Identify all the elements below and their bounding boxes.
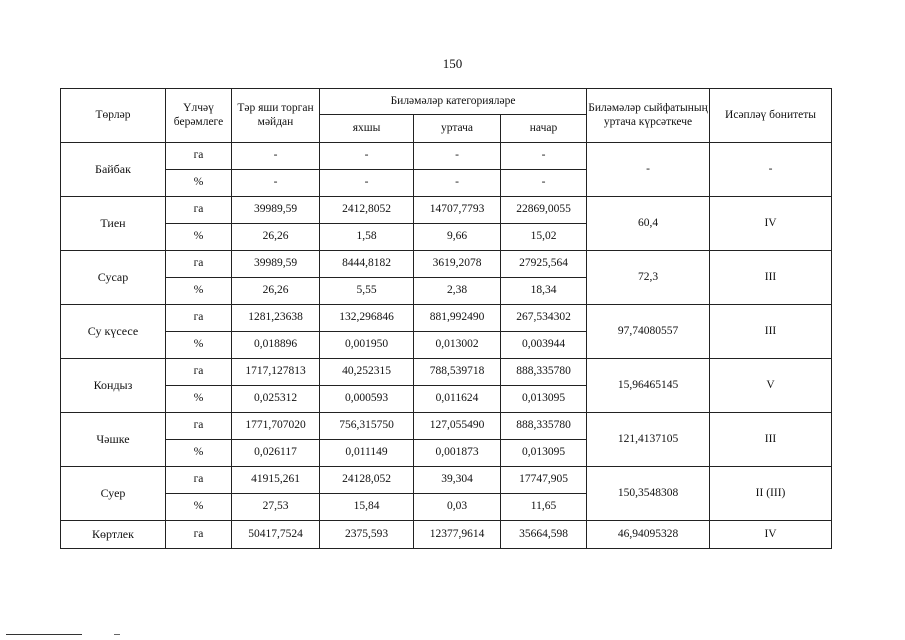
poor-cell: 11,65 [501, 494, 587, 521]
header-bonitet: Исәпләү бонитеты [710, 89, 832, 143]
bonitet-cell: III [710, 305, 832, 359]
poor-cell: 15,02 [501, 224, 587, 251]
medium-cell: 0,013002 [414, 332, 501, 359]
area-cell: 0,018896 [232, 332, 320, 359]
species-name: Кондыз [61, 359, 166, 413]
avg-quality-cell: 15,96465145 [587, 359, 710, 413]
medium-cell: 881,992490 [414, 305, 501, 332]
unit-cell: га [166, 467, 232, 494]
area-cell: 27,53 [232, 494, 320, 521]
bonitet-cell: V [710, 359, 832, 413]
poor-cell: 17747,905 [501, 467, 587, 494]
area-cell: 50417,7524 [232, 521, 320, 549]
table-row [61, 413, 832, 440]
poor-cell: 27925,564 [501, 251, 587, 278]
page-number: 150 [442, 56, 463, 71]
species-name: Көртлек [61, 521, 166, 549]
good-cell: 0,000593 [320, 386, 414, 413]
bonitet-cell: - [710, 143, 832, 197]
unit-cell: % [166, 170, 232, 197]
good-cell: 2412,8052 [320, 197, 414, 224]
poor-cell: 888,335780 [501, 413, 587, 440]
area-cell: 0,025312 [232, 386, 320, 413]
medium-cell: 12377,9614 [414, 521, 501, 549]
good-cell: 1,58 [320, 224, 414, 251]
area-cell: 39989,59 [232, 251, 320, 278]
area-cell: 41915,261 [232, 467, 320, 494]
medium-cell: 14707,7793 [414, 197, 501, 224]
poor-cell: 0,013095 [501, 440, 587, 467]
unit-cell: % [166, 224, 232, 251]
bonitet-cell: IV [710, 197, 832, 251]
header-species: Төрләр [61, 89, 166, 143]
bonitet-cell: III [710, 413, 832, 467]
table-row [61, 521, 832, 549]
header-unit: Үлчәү берәмлеге [166, 89, 232, 143]
poor-cell: 0,013095 [501, 386, 587, 413]
bonitet-cell: II (III) [710, 467, 832, 521]
area-cell: - [232, 170, 320, 197]
avg-quality-cell: 72,3 [587, 251, 710, 305]
good-cell: 0,011149 [320, 440, 414, 467]
table-row [61, 197, 832, 224]
table-row [61, 359, 832, 386]
avg-quality-cell: 60,4 [587, 197, 710, 251]
table-row [61, 143, 832, 170]
unit-cell: га [166, 251, 232, 278]
medium-cell: - [414, 170, 501, 197]
medium-cell: 2,38 [414, 278, 501, 305]
poor-cell: 18,34 [501, 278, 587, 305]
poor-cell: 888,335780 [501, 359, 587, 386]
header-avg-quality: Биләмәләр сыйфатының уртача күрсәткече [587, 89, 710, 143]
area-cell: 1771,707020 [232, 413, 320, 440]
avg-quality-cell: 97,74080557 [587, 305, 710, 359]
good-cell: - [320, 170, 414, 197]
unit-cell: га [166, 143, 232, 170]
avg-quality-cell: 150,3548308 [587, 467, 710, 521]
poor-cell: - [501, 143, 587, 170]
footnote-dash [114, 634, 120, 635]
species-name: Су күсесе [61, 305, 166, 359]
species-name: Суер [61, 467, 166, 521]
good-cell: 0,001950 [320, 332, 414, 359]
good-cell: 15,84 [320, 494, 414, 521]
medium-cell: 127,055490 [414, 413, 501, 440]
species-name: Тиен [61, 197, 166, 251]
poor-cell: 35664,598 [501, 521, 587, 549]
medium-cell: 0,001873 [414, 440, 501, 467]
species-name: Сусар [61, 251, 166, 305]
good-cell: 132,296846 [320, 305, 414, 332]
header-medium: уртача [414, 115, 501, 143]
poor-cell: 0,003944 [501, 332, 587, 359]
habitat-table [60, 88, 832, 549]
unit-cell: га [166, 305, 232, 332]
species-name: Байбак [61, 143, 166, 197]
area-cell: 1281,23638 [232, 305, 320, 332]
footnote-rule [6, 634, 82, 635]
header-good: яхшы [320, 115, 414, 143]
table-row [61, 251, 832, 278]
table-row [61, 305, 832, 332]
header-area: Тәр яши торган мәйдан [232, 89, 320, 143]
poor-cell: 267,534302 [501, 305, 587, 332]
unit-cell: % [166, 386, 232, 413]
unit-cell: % [166, 278, 232, 305]
good-cell: 24128,052 [320, 467, 414, 494]
unit-cell: га [166, 197, 232, 224]
species-name: Чәшке [61, 413, 166, 467]
header-poor: начар [501, 115, 587, 143]
medium-cell: 9,66 [414, 224, 501, 251]
area-cell: 39989,59 [232, 197, 320, 224]
area-cell: - [232, 143, 320, 170]
good-cell: 5,55 [320, 278, 414, 305]
area-cell: 26,26 [232, 224, 320, 251]
medium-cell: 3619,2078 [414, 251, 501, 278]
unit-cell: га [166, 521, 232, 549]
bonitet-cell: III [710, 251, 832, 305]
unit-cell: % [166, 332, 232, 359]
good-cell: - [320, 143, 414, 170]
avg-quality-cell: 46,94095328 [587, 521, 710, 549]
unit-cell: га [166, 413, 232, 440]
unit-cell: % [166, 494, 232, 521]
medium-cell: - [414, 143, 501, 170]
medium-cell: 788,539718 [414, 359, 501, 386]
good-cell: 2375,593 [320, 521, 414, 549]
good-cell: 756,315750 [320, 413, 414, 440]
area-cell: 26,26 [232, 278, 320, 305]
area-cell: 0,026117 [232, 440, 320, 467]
poor-cell: 22869,0055 [501, 197, 587, 224]
poor-cell: - [501, 170, 587, 197]
avg-quality-cell: - [587, 143, 710, 197]
header-categories: Биләмәләр категорияләре [320, 89, 587, 115]
table-row [61, 467, 832, 494]
good-cell: 40,252315 [320, 359, 414, 386]
avg-quality-cell: 121,4137105 [587, 413, 710, 467]
unit-cell: га [166, 359, 232, 386]
medium-cell: 39,304 [414, 467, 501, 494]
bonitet-cell: IV [710, 521, 832, 549]
medium-cell: 0,03 [414, 494, 501, 521]
medium-cell: 0,011624 [414, 386, 501, 413]
unit-cell: % [166, 440, 232, 467]
good-cell: 8444,8182 [320, 251, 414, 278]
area-cell: 1717,127813 [232, 359, 320, 386]
